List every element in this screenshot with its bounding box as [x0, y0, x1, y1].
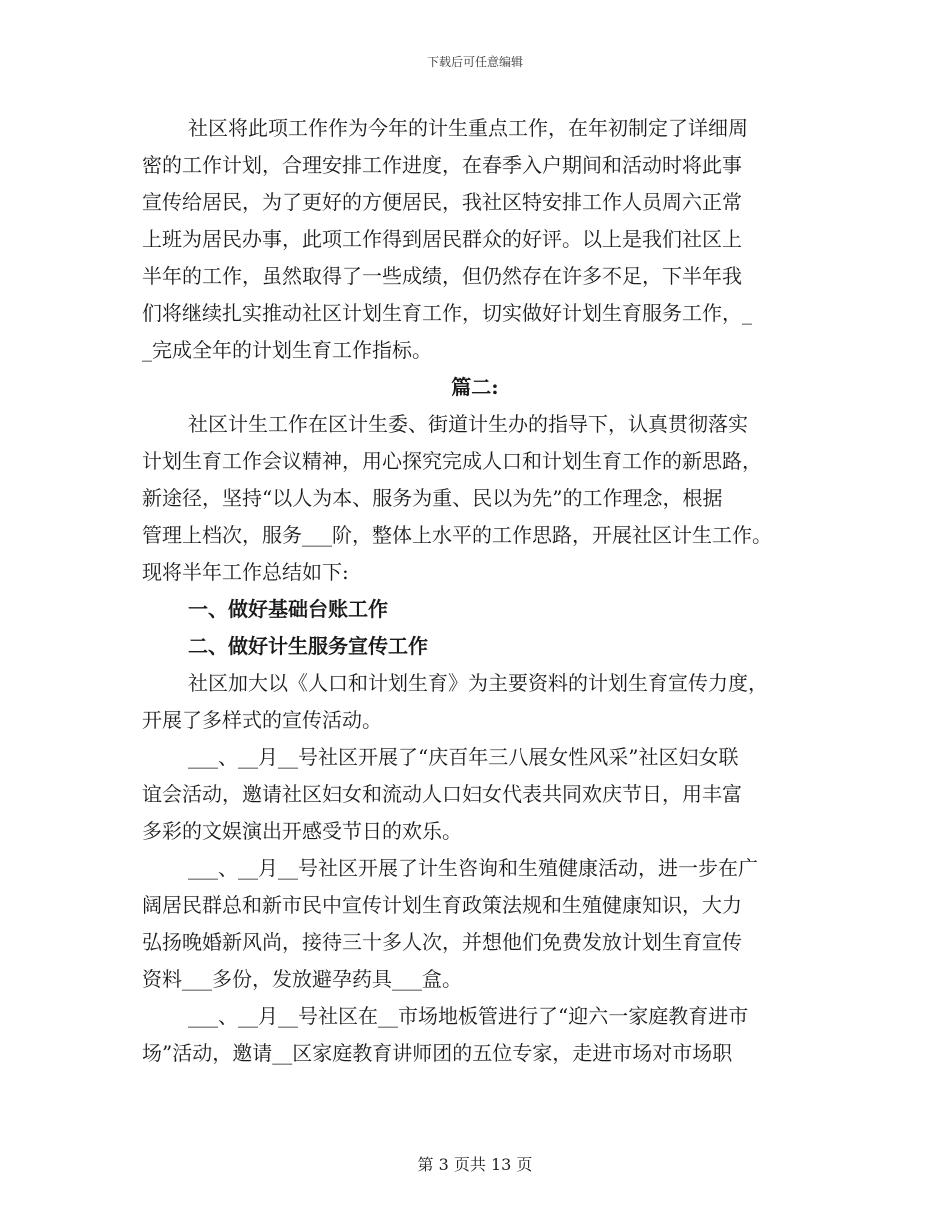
text-line: 谊会活动，邀请社区妇女和流动人口妇女代表共同欢庆节日，用丰富 — [142, 782, 742, 806]
text-line: 社区计生工作在区计生委、街道计生办的指导下，认真贯彻落实 — [188, 412, 748, 436]
text-line: 计划生育工作会议精神，用心探究完成人口和计划生育工作的新思路， — [142, 449, 762, 473]
page-footer: 第 3 页共 13 页 — [417, 1155, 533, 1174]
text-line: 多彩的文娱演出开感受节日的欢乐。 — [142, 819, 462, 843]
text-line: 现将半年工作总结如下: — [142, 560, 349, 584]
text-line: ___、__月__号社区开展了“庆百年三八展女性风采”社区妇女联 — [188, 745, 739, 769]
text-line: 上班为居民办事，此项工作得到居民群众的好评。以上是我们社区上 — [142, 227, 742, 251]
text-line: 阔居民群总和新市民中宣传计划生育政策法规和生殖健康知识，大力 — [142, 893, 742, 917]
text-line: 弘扬晚婚新风尚，接待三十多人次，并想他们免费发放计划生育宣传 — [142, 930, 742, 954]
text-line: 社区将此项工作作为今年的计生重点工作，在年初制定了详细周 — [188, 116, 748, 140]
subheading: 二、做好计生服务宣传工作 — [188, 634, 428, 658]
text-line: 新途径，坚持“以人为本、服务为重、民以为先”的工作理念，根据 — [142, 486, 723, 510]
text-line: 半年的工作，虽然取得了一些成绩，但仍然存在许多不足，下半年我 — [142, 264, 742, 288]
page-header: 下载后可任意编辑 — [426, 55, 523, 69]
text-line: 密的工作计划，合理安排工作进度，在春季入户期间和活动时将此事 — [142, 153, 742, 177]
text-line: ___、__月__号社区在__市场地板管进行了“迎六一家庭教育进市 — [188, 1004, 749, 1028]
text-line: 社区加大以《人口和计划生育》为主要资料的计划生育宣传力度， — [188, 671, 768, 695]
text-line: ___、__月__号社区开展了计生咨询和生殖健康活动，进一步在广 — [188, 856, 758, 880]
text-line: 开展了多样式的宣传活动。 — [142, 708, 382, 732]
text-line: 管理上档次，服务___阶，整体上水平的工作思路，开展社区计生工作。 — [142, 523, 772, 547]
subheading: 一、做好基础台账工作 — [188, 597, 388, 621]
text-line: 宣传给居民，为了更好的方便居民，我社区特安排工作人员周六正常 — [142, 190, 742, 214]
text-line: 资料___多份，发放避孕药具___盒。 — [142, 967, 462, 991]
text-line: 们将继续扎实推动社区计划生育工作，切实做好计划生育服务工作，_ — [142, 301, 752, 325]
text-line: _完成全年的计划生育工作指标。 — [142, 338, 432, 362]
text-line: 场”活动，邀请__区家庭教育讲师团的五位专家，走进市场对市场职 — [142, 1041, 733, 1065]
section-title: 篇二: — [451, 375, 499, 399]
